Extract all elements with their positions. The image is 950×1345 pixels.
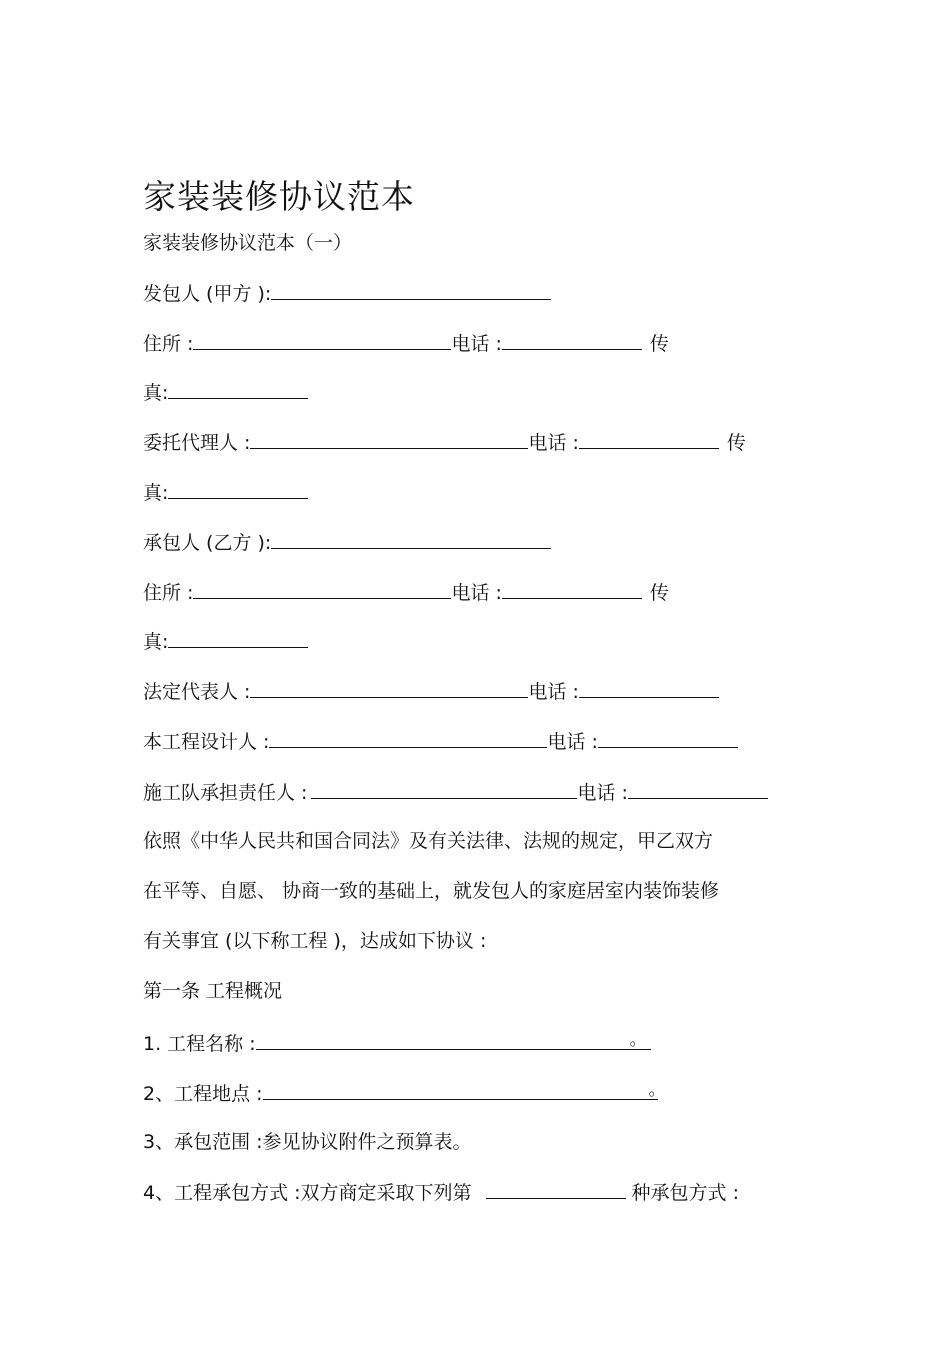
party-a-phone-field[interactable] (502, 328, 642, 350)
project-name-label: 1. 工程名称 : (143, 1033, 256, 1055)
party-b-phone-label: 电话 : (451, 582, 502, 604)
agent-label: 委托代理人 : (143, 432, 251, 454)
document-title: 家装装修协议范本 (143, 177, 415, 216)
team-leader-phone-label: 电话 : (577, 782, 628, 804)
agent-phone-label: 电话 : (528, 432, 579, 454)
project-location-line (143, 1078, 666, 1108)
designer-phone-label: 电话 : (547, 731, 598, 753)
party-b-fax-field[interactable] (168, 626, 308, 648)
agent-fax-field[interactable] (168, 477, 308, 499)
article-1-heading: 第一条 工程概况 (143, 980, 283, 1002)
project-location-label: 2、工程地点 : (143, 1083, 263, 1105)
party-a-fax-label-end: 真: (143, 382, 169, 404)
agent-fax-label-start: 传 (726, 432, 746, 454)
project-location-field[interactable] (263, 1078, 666, 1100)
party-b-fax-label-end: 真: (143, 631, 169, 653)
project-location-period: 。 (648, 1080, 666, 1100)
party-a-name-field[interactable] (271, 278, 551, 300)
party-b-label: 承包人 (乙方 ): (143, 532, 272, 554)
contract-method-field[interactable] (486, 1177, 626, 1199)
party-a-fax-line (143, 377, 308, 407)
party-b-address-field[interactable] (193, 577, 451, 599)
party-a-fax-label-start: 传 (649, 333, 669, 355)
project-name-line (143, 1028, 651, 1058)
agent-fax-label-end: 真: (143, 482, 169, 504)
contract-method-label: 4、工程承包方式 :双方商定采取下列第 (143, 1182, 472, 1204)
party-b-fax-line (143, 626, 308, 656)
designer-line (143, 726, 738, 756)
team-leader-name-field[interactable] (311, 777, 577, 799)
legal-rep-line (143, 676, 719, 706)
legal-rep-name-field[interactable] (250, 676, 528, 698)
legal-rep-phone-label: 电话 : (528, 681, 579, 703)
preamble-line-1: 依照《中华人民共和国合同法》及有关法律、法规的规定，甲乙双方 (143, 830, 714, 852)
party-a-address-label: 住所 : (143, 333, 194, 355)
party-b-name-field[interactable] (271, 527, 551, 549)
agent-line (143, 427, 746, 457)
designer-name-field[interactable] (269, 726, 547, 748)
agent-name-field[interactable] (250, 427, 528, 449)
party-b-address-label: 住所 : (143, 582, 194, 604)
preamble-line-3: 有关事宜 (以下称工程 )，达成如下协议 : (143, 930, 487, 952)
designer-label: 本工程设计人 : (143, 731, 270, 753)
contract-method-line (143, 1177, 739, 1207)
project-name-field[interactable] (256, 1028, 651, 1050)
subtitle: 家装装修协议范本（一） (143, 232, 353, 254)
agent-fax-line (143, 477, 308, 507)
contract-method-tail: 种承包方式 : (631, 1182, 739, 1204)
party-a-address-field[interactable] (193, 328, 451, 350)
party-b-contact-line (143, 577, 669, 607)
party-a-fax-field[interactable] (168, 377, 308, 399)
project-name-period: 。 (629, 1030, 647, 1050)
preamble-line-2: 在平等、自愿、 协商一致的基础上，就发包人的家庭居室内装饰装修 (143, 880, 720, 902)
contract-scope-line: 3、承包范围 :参见协议附件之预算表。 (143, 1131, 472, 1153)
party-b-phone-field[interactable] (502, 577, 642, 599)
party-a-contact-line (143, 328, 669, 358)
party-a-label: 发包人 (甲方 ): (143, 283, 272, 305)
party-b-line (143, 527, 551, 557)
team-leader-label: 施工队承担责任人 : (143, 782, 308, 804)
team-leader-phone-field[interactable] (628, 777, 768, 799)
legal-rep-label: 法定代表人 : (143, 681, 251, 703)
party-a-phone-label: 电话 : (451, 333, 502, 355)
legal-rep-phone-field[interactable] (579, 676, 719, 698)
party-b-fax-label-start: 传 (649, 582, 669, 604)
designer-phone-field[interactable] (598, 726, 738, 748)
team-leader-line (143, 777, 768, 807)
party-a-line (143, 278, 551, 308)
agent-phone-field[interactable] (579, 427, 719, 449)
